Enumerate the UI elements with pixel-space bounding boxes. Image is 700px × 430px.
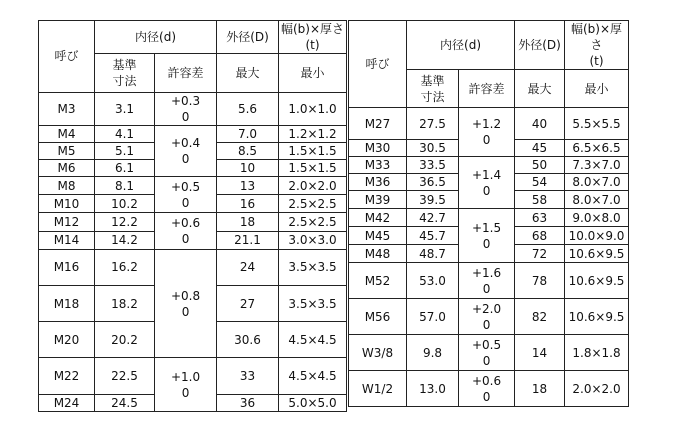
nominal-cell: M5 xyxy=(39,142,95,159)
basic-size-cell: 42.7 xyxy=(407,209,459,227)
nominal-cell: W1/2 xyxy=(349,371,407,407)
basic-size-cell: 18.2 xyxy=(95,285,155,321)
header-outer-diameter: 外径(D) xyxy=(515,21,565,70)
basic-size-cell: 24.5 xyxy=(95,394,155,411)
outer-diameter-cell: 10 xyxy=(217,160,279,177)
basic-size-cell: 5.1 xyxy=(95,142,155,159)
table-row xyxy=(39,358,347,394)
nominal-cell: W3/8 xyxy=(349,335,407,371)
header-outer-diameter: 外径(D) xyxy=(217,21,279,54)
basic-size-cell: 12.2 xyxy=(95,213,155,231)
table-row xyxy=(349,299,629,335)
width-thickness-cell: 2.0×2.0 xyxy=(565,371,629,407)
header-tolerance: 許容差 xyxy=(155,54,217,92)
width-thickness-cell: 10.6×9.5 xyxy=(565,245,629,263)
table-row xyxy=(349,108,629,140)
nominal-cell: M14 xyxy=(39,231,95,249)
basic-size-cell: 22.5 xyxy=(95,358,155,394)
nominal-cell: M52 xyxy=(349,263,407,299)
nominal-cell: M24 xyxy=(39,394,95,411)
outer-diameter-cell: 82 xyxy=(515,299,565,335)
outer-diameter-cell: 36 xyxy=(217,394,279,411)
outer-diameter-cell: 50 xyxy=(515,157,565,174)
width-thickness-cell: 7.3×7.0 xyxy=(565,157,629,174)
nominal-cell: M22 xyxy=(39,358,95,394)
table-row xyxy=(39,213,347,231)
basic-size-cell: 57.0 xyxy=(407,299,459,335)
table-row xyxy=(349,157,629,174)
nominal-cell: M45 xyxy=(349,227,407,245)
tolerance-cell: +1.4 0 xyxy=(459,157,515,209)
tolerance-cell: +0.5 0 xyxy=(459,335,515,371)
nominal-cell: M27 xyxy=(349,108,407,140)
basic-size-cell: 33.5 xyxy=(407,157,459,174)
tolerance-cell: +1.6 0 xyxy=(459,263,515,299)
outer-diameter-cell: 7.0 xyxy=(217,125,279,142)
outer-diameter-cell: 30.6 xyxy=(217,322,279,358)
header-outer-max: 最大 xyxy=(217,54,279,92)
outer-diameter-cell: 16 xyxy=(217,195,279,213)
basic-size-cell: 36.5 xyxy=(407,174,459,191)
basic-size-cell: 13.0 xyxy=(407,371,459,407)
nominal-cell: M16 xyxy=(39,249,95,285)
width-thickness-cell: 1.5×1.5 xyxy=(279,160,347,177)
width-thickness-cell: 5.0×5.0 xyxy=(279,394,347,411)
nominal-cell: M42 xyxy=(349,209,407,227)
outer-diameter-cell: 72 xyxy=(515,245,565,263)
basic-size-cell: 9.8 xyxy=(407,335,459,371)
header-width-thickness: 幅(b)×厚さ (t) xyxy=(565,21,629,70)
tolerance-cell: +0.8 0 xyxy=(155,249,217,358)
width-thickness-cell: 1.8×1.8 xyxy=(565,335,629,371)
tolerance-cell: +2.0 0 xyxy=(459,299,515,335)
nominal-cell: M56 xyxy=(349,299,407,335)
table-row xyxy=(349,209,629,227)
outer-diameter-cell: 24 xyxy=(217,249,279,285)
header-basic-size: 基準 寸法 xyxy=(407,70,459,108)
width-thickness-cell: 3.5×3.5 xyxy=(279,249,347,285)
header-wt-min: 最小 xyxy=(565,70,629,108)
width-thickness-cell: 1.0×1.0 xyxy=(279,92,347,125)
basic-size-cell: 10.2 xyxy=(95,195,155,213)
width-thickness-cell: 5.5×5.5 xyxy=(565,108,629,140)
width-thickness-cell: 2.0×2.0 xyxy=(279,177,347,195)
table-row xyxy=(349,263,629,299)
header-wt-min: 最小 xyxy=(279,54,347,92)
tolerance-cell: +0.6 0 xyxy=(459,371,515,407)
outer-diameter-cell: 33 xyxy=(217,358,279,394)
basic-size-cell: 6.1 xyxy=(95,160,155,177)
spec-table-left xyxy=(38,20,347,412)
width-thickness-cell: 4.5×4.5 xyxy=(279,358,347,394)
basic-size-cell: 14.2 xyxy=(95,231,155,249)
width-thickness-cell: 3.5×3.5 xyxy=(279,285,347,321)
width-thickness-cell: 2.5×2.5 xyxy=(279,213,347,231)
basic-size-cell: 27.5 xyxy=(407,108,459,140)
header-nominal: 呼び xyxy=(349,21,407,108)
basic-size-cell: 16.2 xyxy=(95,249,155,285)
tolerance-cell: +0.4 0 xyxy=(155,125,217,176)
outer-diameter-cell: 78 xyxy=(515,263,565,299)
outer-diameter-cell: 13 xyxy=(217,177,279,195)
outer-diameter-cell: 27 xyxy=(217,285,279,321)
outer-diameter-cell: 18 xyxy=(217,213,279,231)
table-row xyxy=(349,335,629,371)
basic-size-cell: 4.1 xyxy=(95,125,155,142)
header-outer-max: 最大 xyxy=(515,70,565,108)
table-row xyxy=(39,177,347,195)
tolerance-cell: +1.2 0 xyxy=(459,108,515,157)
outer-diameter-cell: 14 xyxy=(515,335,565,371)
outer-diameter-cell: 40 xyxy=(515,108,565,140)
basic-size-cell: 20.2 xyxy=(95,322,155,358)
width-thickness-cell: 8.0×7.0 xyxy=(565,174,629,191)
nominal-cell: M6 xyxy=(39,160,95,177)
width-thickness-cell: 1.5×1.5 xyxy=(279,142,347,159)
outer-diameter-cell: 68 xyxy=(515,227,565,245)
width-thickness-cell: 9.0×8.0 xyxy=(565,209,629,227)
nominal-cell: M20 xyxy=(39,322,95,358)
basic-size-cell: 3.1 xyxy=(95,92,155,125)
nominal-cell: M12 xyxy=(39,213,95,231)
width-thickness-cell: 10.0×9.0 xyxy=(565,227,629,245)
basic-size-cell: 8.1 xyxy=(95,177,155,195)
width-thickness-cell: 1.2×1.2 xyxy=(279,125,347,142)
outer-diameter-cell: 5.6 xyxy=(217,92,279,125)
outer-diameter-cell: 54 xyxy=(515,174,565,191)
nominal-cell: M48 xyxy=(349,245,407,263)
width-thickness-cell: 10.6×9.5 xyxy=(565,299,629,335)
nominal-cell: M36 xyxy=(349,174,407,191)
basic-size-cell: 39.5 xyxy=(407,191,459,209)
outer-diameter-cell: 8.5 xyxy=(217,142,279,159)
header-basic-size: 基準 寸法 xyxy=(95,54,155,92)
width-thickness-cell: 4.5×4.5 xyxy=(279,322,347,358)
tolerance-cell: +0.6 0 xyxy=(155,213,217,249)
basic-size-cell: 48.7 xyxy=(407,245,459,263)
nominal-cell: M10 xyxy=(39,195,95,213)
header-tolerance: 許容差 xyxy=(459,70,515,108)
nominal-cell: M3 xyxy=(39,92,95,125)
width-thickness-cell: 10.6×9.5 xyxy=(565,263,629,299)
table-row xyxy=(39,92,347,125)
nominal-cell: M33 xyxy=(349,157,407,174)
header-inner-diameter: 内径(d) xyxy=(95,21,217,54)
width-thickness-cell: 6.5×6.5 xyxy=(565,140,629,157)
nominal-cell: M30 xyxy=(349,140,407,157)
basic-size-cell: 53.0 xyxy=(407,263,459,299)
outer-diameter-cell: 18 xyxy=(515,371,565,407)
table-row xyxy=(39,125,347,142)
width-thickness-cell: 3.0×3.0 xyxy=(279,231,347,249)
tolerance-cell: +1.0 0 xyxy=(155,358,217,412)
table-row xyxy=(39,249,347,285)
width-thickness-cell: 2.5×2.5 xyxy=(279,195,347,213)
nominal-cell: M8 xyxy=(39,177,95,195)
nominal-cell: M4 xyxy=(39,125,95,142)
basic-size-cell: 45.7 xyxy=(407,227,459,245)
width-thickness-cell: 8.0×7.0 xyxy=(565,191,629,209)
header-nominal: 呼び xyxy=(39,21,95,93)
table-row xyxy=(349,371,629,407)
header-inner-diameter: 内径(d) xyxy=(407,21,515,70)
outer-diameter-cell: 21.1 xyxy=(217,231,279,249)
tolerance-cell: +0.5 0 xyxy=(155,177,217,213)
spec-table-right xyxy=(348,20,629,407)
tolerance-cell: +1.5 0 xyxy=(459,209,515,263)
tolerance-cell: +0.3 0 xyxy=(155,92,217,125)
nominal-cell: M18 xyxy=(39,285,95,321)
outer-diameter-cell: 63 xyxy=(515,209,565,227)
header-width-thickness: 幅(b)×厚さ (t) xyxy=(279,21,347,54)
basic-size-cell: 30.5 xyxy=(407,140,459,157)
nominal-cell: M39 xyxy=(349,191,407,209)
outer-diameter-cell: 58 xyxy=(515,191,565,209)
outer-diameter-cell: 45 xyxy=(515,140,565,157)
